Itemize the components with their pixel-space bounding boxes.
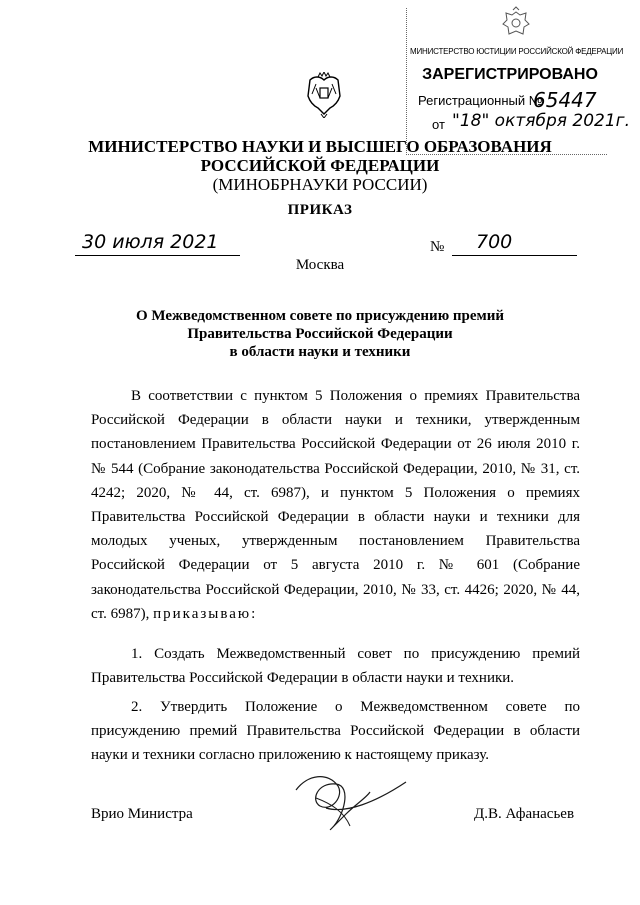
order-number-label: № <box>430 239 445 255</box>
ministry-name-line2: РОССИЙСКОЙ ФЕДЕРАЦИИ <box>200 156 440 175</box>
stamp-registration-label: Регистрационный № <box>418 93 543 108</box>
ministry-name-line1: МИНИСТЕРСТВО НАУКИ И ВЫСШЕГО ОБРАЗОВАНИЯ <box>88 137 552 156</box>
order-number: 700 <box>476 231 513 253</box>
date-underline <box>75 255 240 256</box>
document-type-title: ПРИКАЗ <box>287 202 353 218</box>
order-subject <box>60 307 580 361</box>
subject-line3: в области науки и техники <box>229 344 411 360</box>
command-word: приказываю: <box>153 605 258 622</box>
order-date: 30 июля 2021 <box>82 231 219 253</box>
order-city: Москва <box>295 257 345 273</box>
number-underline <box>452 255 577 256</box>
stamp-emblem-icon <box>498 6 534 42</box>
preamble-text: В соответствии с пунктом 5 Положения о премиях Правительства Российской Федерации в области науки и техники, утвержденным постановлением Правительства Российской Федерации от 26 июля 2010 г. № 544 (Собрание законодательства Российской Федерации, 2010, № 31, ст. 4242; 2020, № 44, ст. 6987), и пунктом 5 Положения о премиях Правительства Российской Федерации в области науки и техники для молодых ученых, утвержденным постановлением Правительства Российской Федерации от 5 августа 2010 г. № 601 (Собрание законодательства Российской Федерации, 2010, № 33, ст. 4426; 2020, № 44, ст. 6987), <box>91 388 580 622</box>
ministry-name <box>60 137 580 175</box>
subject-line1: О Межведомственном совете по присуждению премий <box>135 308 505 324</box>
stamp-date: "18" октября 2021г. <box>452 111 630 131</box>
stamp-date-label: от <box>432 117 445 132</box>
stamp-title: ЗАРЕГИСТРИРОВАНО <box>422 66 598 83</box>
stamp-ministry-name: МИНИСТЕРСТВО ЮСТИЦИИ РОССИЙСКОЙ ФЕДЕРАЦИИ <box>410 47 624 56</box>
signatory-name: Д.В. Афанасьев <box>474 806 575 822</box>
handwritten-signature <box>286 768 416 848</box>
ministry-short-name: (МИНОБРНАУКИ РОССИИ) <box>212 175 428 194</box>
order-item-1: 1. Создать Межведомственный совет по присуждению премий Правительства Российской Федерации в области науки и техники. <box>91 646 580 687</box>
preamble-paragraph <box>91 384 580 626</box>
subject-line2: Правительства Российской Федерации <box>187 326 453 342</box>
stamp-registration-number: 65447 <box>533 88 597 112</box>
coat-of-arms-icon <box>304 72 344 118</box>
signatory-title: Врио Министра <box>91 806 193 822</box>
order-item-2: 2. Утвердить Положение о Межведомственном совете по присуждению премий Правительства Российской Федерации в области науки и техники согласно приложению к настоящему приказу. <box>91 699 580 764</box>
